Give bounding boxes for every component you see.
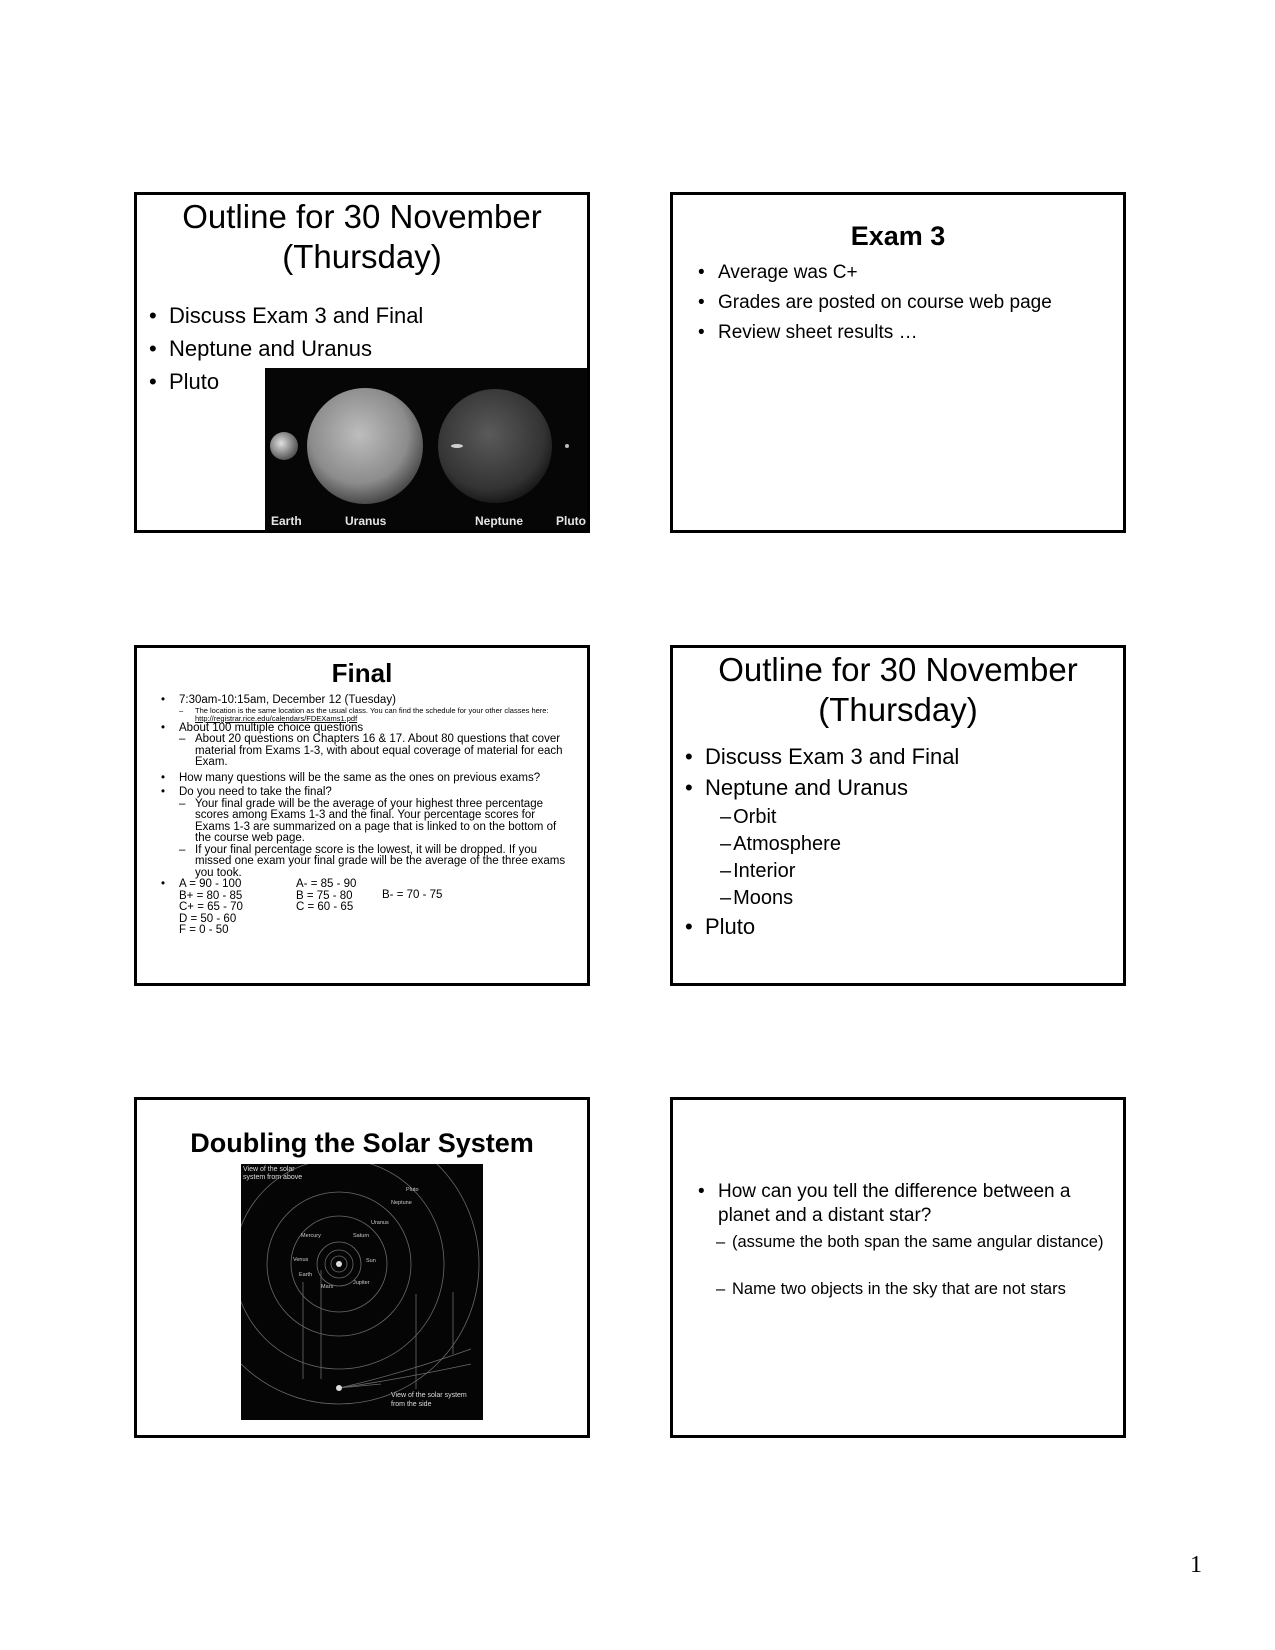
solar-system-diagram-image bbox=[241, 1164, 483, 1420]
sub-item bbox=[685, 806, 1123, 833]
label-pluto: Pluto bbox=[406, 1187, 419, 1193]
label-sun: Sun bbox=[366, 1258, 376, 1264]
list-item: • Discuss Exam 3 and Final bbox=[685, 744, 1123, 775]
label-pluto: Pluto bbox=[556, 514, 586, 528]
list-item: • Neptune and Uranus bbox=[149, 336, 587, 369]
grade-entry: C+ = 65 - 70 bbox=[179, 901, 243, 913]
grade-entry: B- = 70 - 75 bbox=[382, 889, 443, 901]
slide-title bbox=[137, 197, 587, 277]
sub-item bbox=[685, 860, 1123, 887]
label-uranus: Uranus bbox=[345, 514, 387, 528]
label-venus: Venus bbox=[293, 1257, 309, 1263]
grade-entry: C = 60 - 65 bbox=[296, 901, 354, 913]
slide-exam-3 bbox=[670, 192, 1126, 533]
bullet-list bbox=[698, 262, 1123, 352]
caption-top-1: View of the solar bbox=[243, 1166, 295, 1173]
label-mars: Mars bbox=[321, 1284, 334, 1290]
caption-top-2: system from above bbox=[243, 1174, 303, 1181]
list-item: • How can you tell the difference between a planet and a distant star? bbox=[698, 1180, 1113, 1228]
final-details bbox=[161, 695, 569, 941]
label-mercury: Mercury bbox=[301, 1233, 321, 1239]
pluto-disc bbox=[565, 444, 569, 448]
uranus-disc bbox=[307, 388, 423, 504]
dash: – bbox=[720, 833, 732, 855]
grade-entry: B+ = 80 - 85 bbox=[179, 889, 243, 902]
sub-item bbox=[685, 887, 1123, 914]
label-earth: Earth bbox=[299, 1272, 313, 1278]
caption-bottom-2: from the side bbox=[391, 1401, 432, 1408]
list-item: • How many questions will be the same as the ones on previous exams? bbox=[161, 773, 569, 785]
title-line-2: (Thursday) bbox=[282, 238, 442, 275]
sub-item: – Name two objects in the sky that are not stars bbox=[716, 1279, 1113, 1300]
sub-item bbox=[685, 833, 1123, 860]
slide-outline-1 bbox=[134, 192, 590, 533]
slide-final bbox=[134, 645, 590, 986]
list-item: • Pluto bbox=[685, 914, 1123, 945]
caption-bottom-1: View of the solar system bbox=[391, 1392, 467, 1399]
label-neptune: Neptune bbox=[391, 1200, 412, 1206]
sub-text: Orbit bbox=[733, 806, 777, 828]
slide-doubling-solar-system bbox=[134, 1097, 590, 1438]
sub-text: Interior bbox=[733, 860, 796, 882]
grade-column bbox=[382, 890, 442, 902]
grade-entry: • A = 90 - 100 bbox=[179, 878, 242, 890]
grade-entry: B = 75 - 80 bbox=[296, 889, 353, 902]
dash: – bbox=[720, 887, 732, 909]
bullet-list bbox=[698, 1180, 1113, 1300]
grade-scale bbox=[161, 879, 569, 941]
label-earth: Earth bbox=[271, 514, 302, 528]
grade-column bbox=[179, 879, 243, 937]
sub-item: – If your final percentage score is the lowest, it will be dropped. If you missed one exam your final grade will be the average of the three exams you took. bbox=[179, 845, 569, 880]
title-line-2: (Thursday) bbox=[818, 691, 978, 728]
label-jupiter: Jupiter bbox=[353, 1280, 370, 1286]
list-item: • Neptune and Uranus bbox=[685, 775, 1123, 806]
planets-comparison-image bbox=[265, 368, 590, 533]
dash: – bbox=[720, 860, 732, 882]
list-item: • Pluto bbox=[149, 369, 587, 402]
sub-text: The location is the same location as the usual class. You can find the schedule for your other classes here: bbox=[195, 705, 549, 715]
list-item: • Review sheet results … bbox=[698, 322, 1123, 352]
grade-entry: D = 50 - 60 bbox=[179, 912, 237, 925]
list-item: • Discuss Exam 3 and Final bbox=[149, 303, 587, 336]
schedule-link[interactable]: http://registrar.rice.edu/calendars/FDEXams1.pdf bbox=[195, 713, 358, 723]
slide-title: Doubling the Solar System bbox=[190, 1128, 534, 1158]
slide-title: Final bbox=[331, 658, 393, 688]
sub-item: – (assume the both span the same angular distance) bbox=[716, 1232, 1113, 1253]
label-uranus: Uranus bbox=[371, 1220, 389, 1226]
list-item: • Average was C+ bbox=[698, 262, 1123, 292]
dash: – bbox=[720, 806, 732, 828]
sub-item: – About 20 questions on Chapters 16 & 17. About 80 questions that cover material from Exams 1-3, with about equal coverage of material for each Exam. bbox=[179, 734, 569, 769]
sub-text: Atmosphere bbox=[733, 833, 841, 855]
list-item: • Do you need to take the final? bbox=[161, 787, 569, 799]
solar-system-graphic bbox=[241, 1164, 483, 1420]
list-item: • About 100 multiple choice questions bbox=[161, 723, 569, 735]
label-saturn: Saturn bbox=[353, 1233, 370, 1239]
title-line-1: Outline for 30 November bbox=[718, 651, 1078, 688]
page-number: 1 bbox=[1190, 1552, 1202, 1578]
label-neptune: Neptune bbox=[475, 514, 523, 528]
slide-title bbox=[673, 650, 1123, 730]
title-line-1: Outline for 30 November bbox=[182, 198, 542, 235]
sub-item: – Your final grade will be the average of your highest three percentage scores among Exams 1-3 and the final. Your percentage scores for Exams 1-3 are summarized on a page that is linked to on the bottom of the course web page. bbox=[179, 799, 569, 845]
planets-graphic bbox=[265, 368, 590, 533]
grade-column bbox=[296, 879, 356, 914]
grade-entry: F = 0 - 50 bbox=[179, 924, 229, 936]
slide-planet-vs-star bbox=[670, 1097, 1126, 1438]
bullet-list bbox=[685, 744, 1123, 945]
slide-title: Exam 3 bbox=[850, 221, 946, 251]
list-item: • Grades are posted on course web page bbox=[698, 292, 1123, 322]
sub-item bbox=[179, 707, 569, 723]
list-item: • 7:30am-10:15am, December 12 (Tuesday) bbox=[161, 695, 569, 707]
slide-outline-2 bbox=[670, 645, 1126, 986]
earth-disc bbox=[270, 432, 298, 460]
grade-entry: A- = 85 - 90 bbox=[296, 878, 357, 890]
sub-text: Moons bbox=[733, 887, 794, 909]
